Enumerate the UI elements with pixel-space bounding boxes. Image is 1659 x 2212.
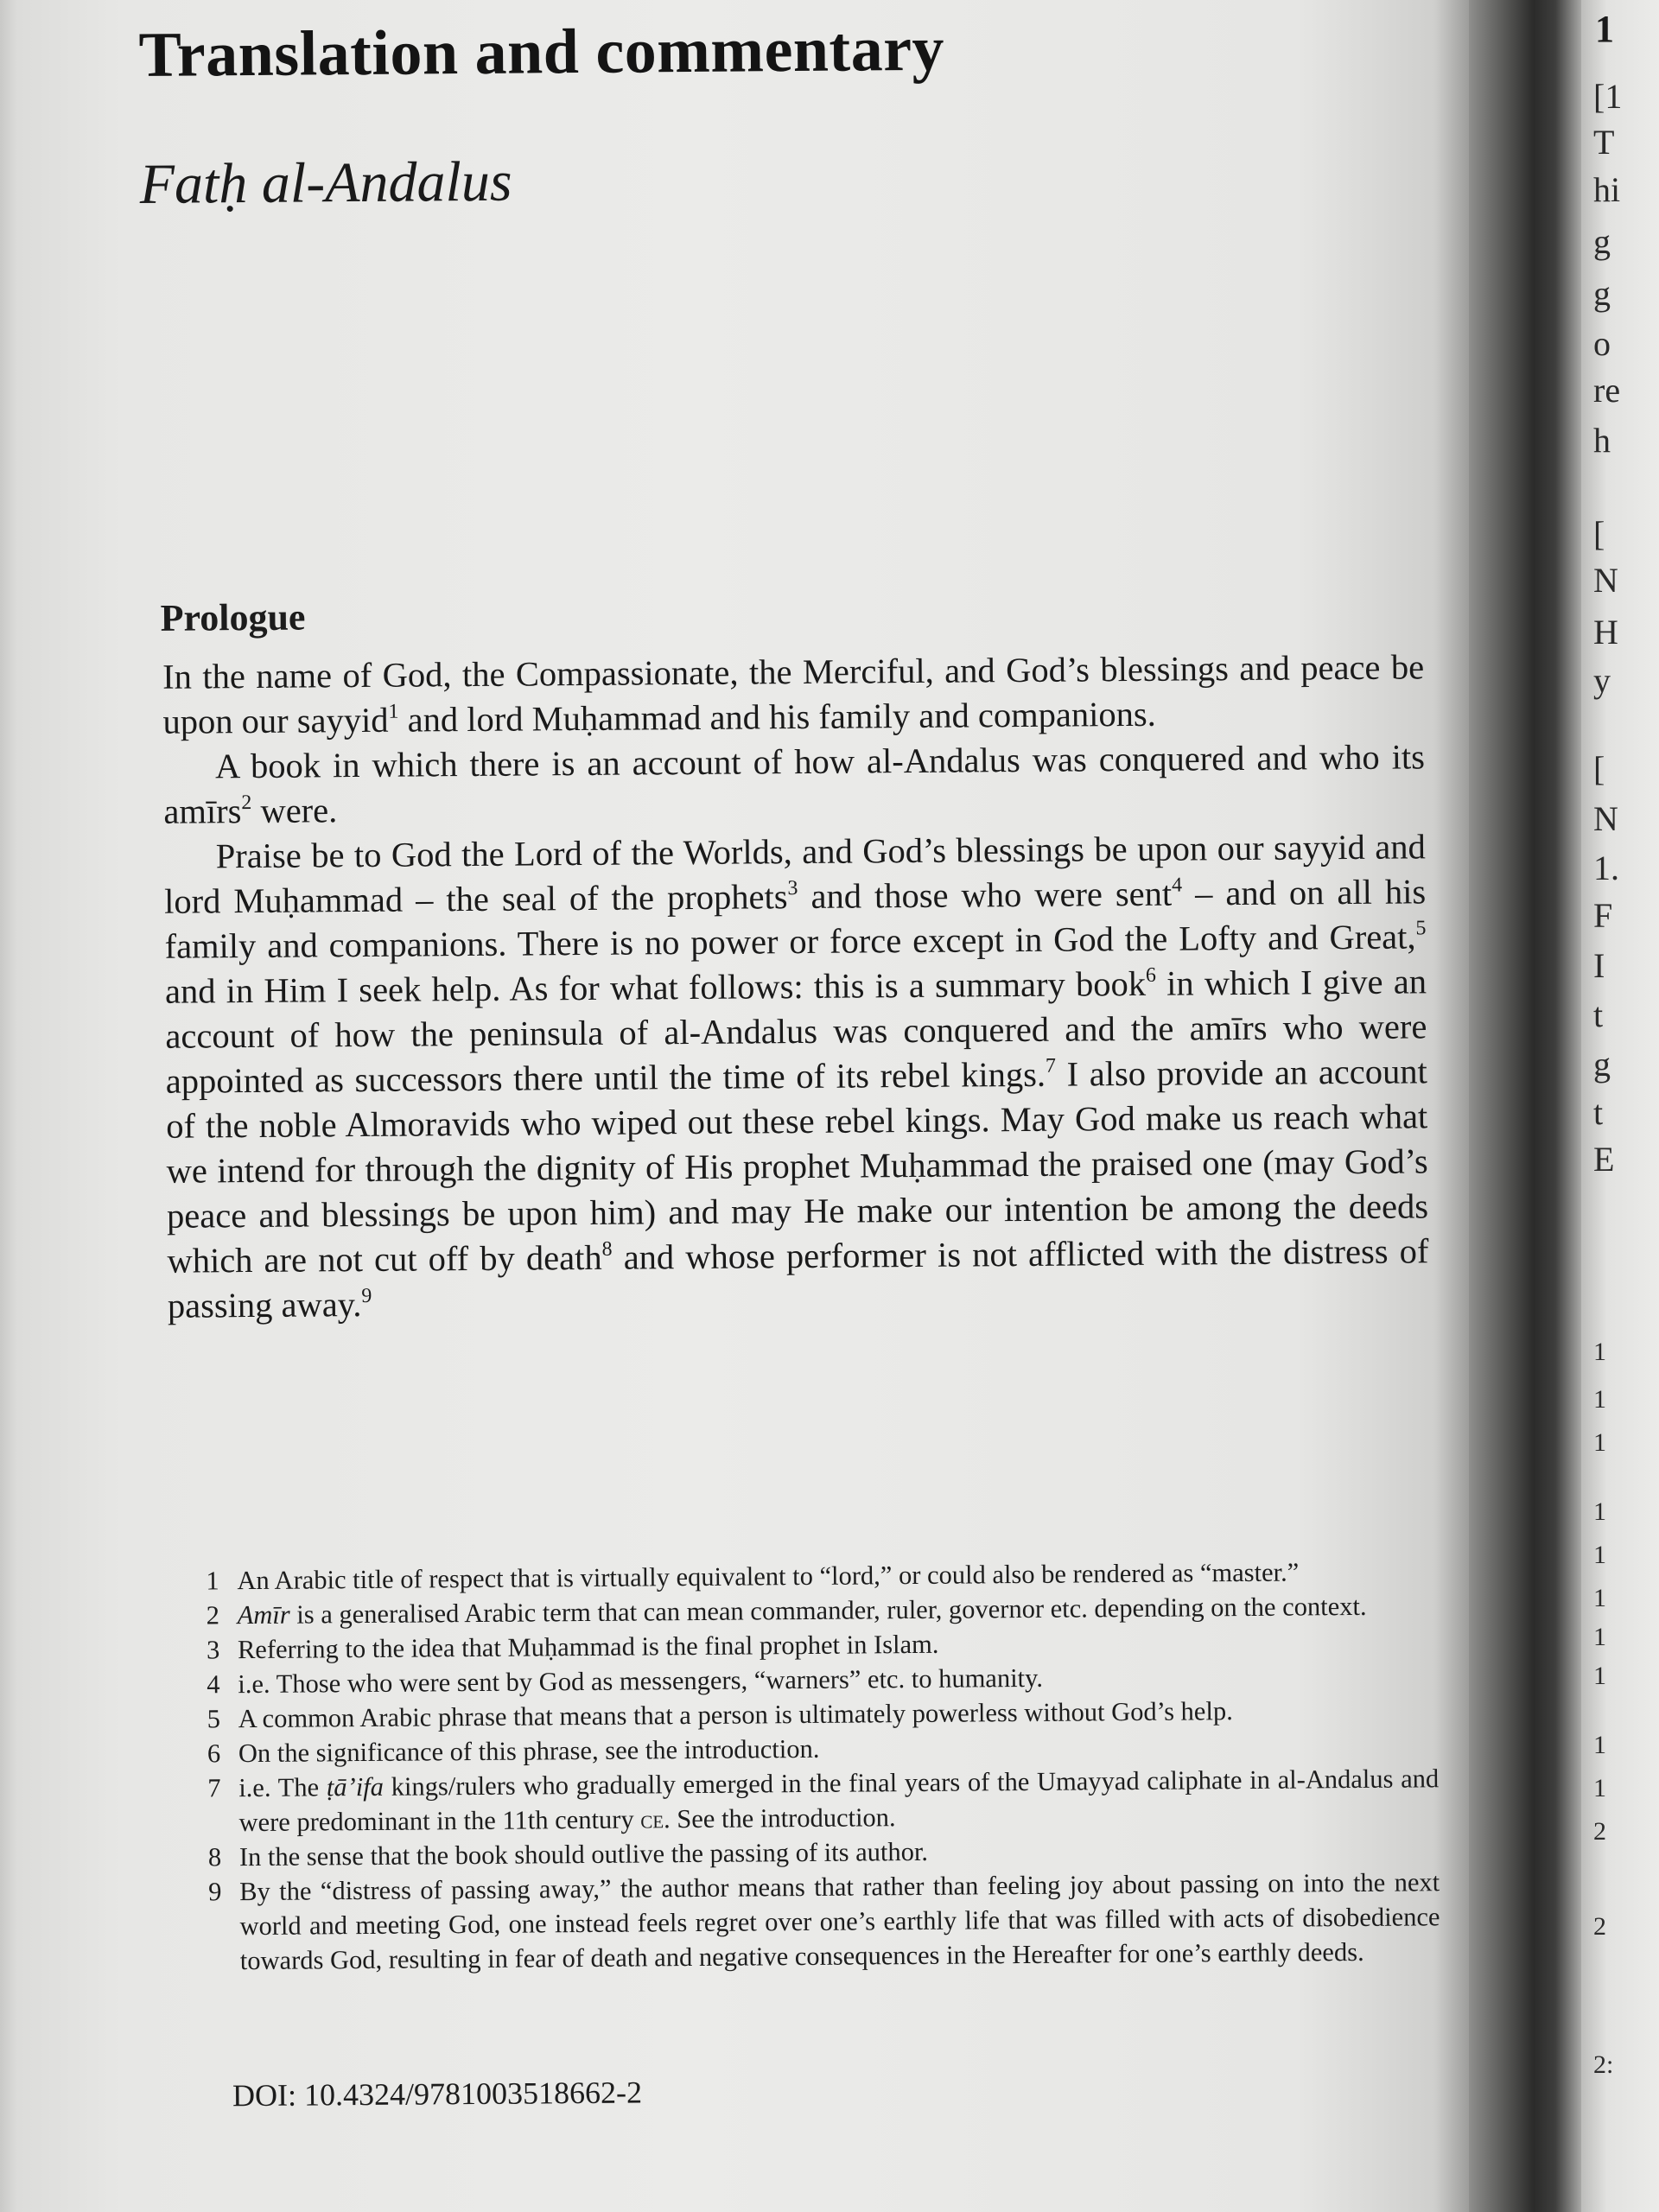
right-page-number: 1 (1595, 8, 1614, 50)
text-run: and those who were sent (798, 874, 1173, 917)
prologue-body (162, 645, 1429, 1328)
text-run: is a generalised Arabic term that can mean commander, ruler, governor etc. depending on the context. (289, 1591, 1367, 1630)
right-page-text-fragment: y (1593, 661, 1611, 700)
footnote-marker[interactable]: 6 (1145, 963, 1156, 987)
footnote-marker[interactable]: 9 (361, 1284, 372, 1307)
right-page-text-fragment: 1 (1593, 1338, 1606, 1366)
right-page-text-fragment: [ (1593, 514, 1605, 553)
right-page-text-fragment: 1 (1593, 1497, 1606, 1526)
right-page-text-fragment: h (1593, 421, 1611, 460)
footnote-number: 7 (207, 1773, 221, 1803)
right-page-text-fragment: [1 (1593, 77, 1623, 116)
footnote (208, 1865, 1440, 1978)
footnote-number: 8 (207, 1842, 222, 1872)
text-run: An Arabic title of respect that is virtually equivalent to “lord,” or could also be rendered as “master.” (237, 1557, 1300, 1596)
footnote-marker[interactable]: 2 (241, 791, 252, 814)
era-abbreviation: ce (640, 1804, 664, 1834)
italic-term: Amīr (237, 1599, 290, 1630)
right-page-text-fragment: 1. (1593, 849, 1619, 887)
right-page-text-fragment: H (1593, 613, 1618, 652)
right-page-text-fragment: I (1593, 946, 1605, 985)
text-run: kings/rulers who gradually emerged in the final years of the Umayyad caliphate in al-Andalus and were predominant in the 11th century (238, 1764, 1440, 1838)
prologue-paragraph (162, 645, 1425, 744)
right-page-text-fragment: re (1593, 371, 1621, 410)
text-run: A common Arabic phrase that means that a person is ultimately powerless without God’s help. (238, 1696, 1233, 1734)
text-run: On the significance of this phrase, see the introduction. (238, 1733, 820, 1769)
text-run: and whose performer is not afflicted with the distress of passing away. (167, 1231, 1429, 1325)
footnote-text (238, 1761, 1440, 1840)
prologue-paragraph (164, 824, 1429, 1328)
right-page-text-fragment: 1 (1593, 1623, 1606, 1651)
right-page-text-fragment: t (1593, 1093, 1604, 1132)
section-title: Translation and commentary (138, 13, 945, 91)
right-page-text-fragment: [ (1593, 749, 1605, 788)
text-run: In the name of God, the Compassionate, the Merciful, and God’s blessings and peace be upon our sayyid (162, 647, 1425, 741)
chapter-title: Fatḥ al-Andalus (139, 149, 512, 216)
right-page-text-fragment: 1 (1593, 1385, 1606, 1414)
right-page-text-fragment: 1 (1593, 1774, 1606, 1802)
text-run: – and on all his family and companions. There is no power or force except in God the Lofty and Great, (164, 872, 1427, 966)
right-page-text-fragment: T (1593, 123, 1615, 162)
right-page-text-fragment: 1 (1593, 1731, 1606, 1759)
right-page-text-fragment: g (1593, 1045, 1611, 1084)
footnote-marker[interactable]: 7 (1045, 1054, 1057, 1077)
right-page-text-fragment: F (1593, 896, 1613, 935)
text-run: i.e. Those who were sent by God as messengers, “warners” etc. to humanity. (238, 1662, 1044, 1700)
text-run: Referring to the idea that Muḥammad is the final prophet in Islam. (237, 1629, 939, 1665)
right-page-text-fragment: E (1593, 1140, 1615, 1179)
right-page-text-fragment: 1 (1593, 1428, 1606, 1457)
footnote-marker[interactable]: 1 (388, 700, 399, 723)
right-page-text-fragment: hi (1593, 170, 1621, 209)
right-page-text-fragment: 1 (1593, 1541, 1606, 1569)
right-page-text-fragment: g (1593, 222, 1611, 261)
text-run: and lord Muḥammad and his family and companions. (398, 694, 1156, 740)
footnote (207, 1761, 1440, 1840)
text-run: . See the introduction. (663, 1802, 896, 1834)
text-run: Praise be to God the Lord of the Worlds, and God’s blessings be upon our sayyid and lord Muḥammad – the seal of the prophets (164, 827, 1426, 921)
doi-label: DOI: 10.4324/9781003518662-2 (232, 2075, 643, 2113)
text-run: in which I give an account of how the peninsula of al-Andalus was conquered and the amīrs who were appointed as successors there until the time of its rebel kings. (165, 962, 1427, 1101)
footnotes (206, 1554, 1440, 1978)
footnote-number: 4 (207, 1669, 220, 1700)
footnote-number: 3 (206, 1635, 220, 1665)
text-run: i.e. The (238, 1772, 327, 1803)
text-run: and in Him I seek help. As for what follows: this is a summary book (164, 963, 1147, 1011)
right-page-text-fragment: 2 (1593, 1817, 1606, 1846)
text-run: were. (251, 791, 338, 830)
right-page-text-fragment: 1 (1593, 1662, 1606, 1690)
footnote-marker[interactable]: 3 (787, 876, 798, 899)
text-run: By the “distress of passing away,” the author means that rather than feeling joy about passing on into the next world and meeting God, one instead feels regret over one’s earthly life that was filled with acts of disobedience towards God, resulting in fear of death and negative consequences in the Hereafter for one’s earthly deeds. (239, 1867, 1440, 1976)
right-page-text-fragment: 1 (1593, 1584, 1606, 1612)
footnote-number: 2 (206, 1600, 220, 1630)
footnote-number: 6 (207, 1738, 221, 1769)
prologue-paragraph (163, 734, 1426, 834)
right-page-text-fragment: N (1593, 799, 1618, 838)
footnote-text (239, 1865, 1440, 1978)
footnote-marker[interactable]: 8 (601, 1237, 613, 1261)
right-page-text-fragment: o (1593, 324, 1611, 363)
footnote-number: 5 (207, 1704, 221, 1734)
text-run: I also provide an account of the noble Almoravids who wiped out these rebel kings. May God make us reach what we intend for through the dignity of His prophet Muḥammad the praised one (may God’s peace and blessings be upon him) and may He make our intention be among the deeds which are not cut off by death (166, 1052, 1429, 1281)
right-page-text-fragment: 2 (1593, 1912, 1606, 1941)
right-page-text-fragment: 2: (1593, 2050, 1614, 2079)
right-page-text-fragment: t (1593, 995, 1604, 1034)
book-gutter (1469, 0, 1581, 2212)
text-run: A book in which there is an account of how al-Andalus was conquered and who its amīrs (163, 737, 1426, 831)
prologue-heading: Prologue (160, 595, 306, 639)
footnote-number: 9 (208, 1877, 222, 1907)
right-page-text-fragment: N (1593, 561, 1618, 600)
text-run: In the sense that the book should outlive the passing of its author. (238, 1836, 929, 1872)
footnote-marker[interactable]: 5 (1415, 916, 1427, 939)
italic-term: ṭā’ifa (326, 1771, 385, 1802)
right-page-edge (1581, 0, 1659, 2212)
right-page-text-fragment: g (1593, 274, 1611, 313)
footnote-number: 1 (206, 1566, 219, 1596)
footnote-marker[interactable]: 4 (1171, 874, 1183, 897)
